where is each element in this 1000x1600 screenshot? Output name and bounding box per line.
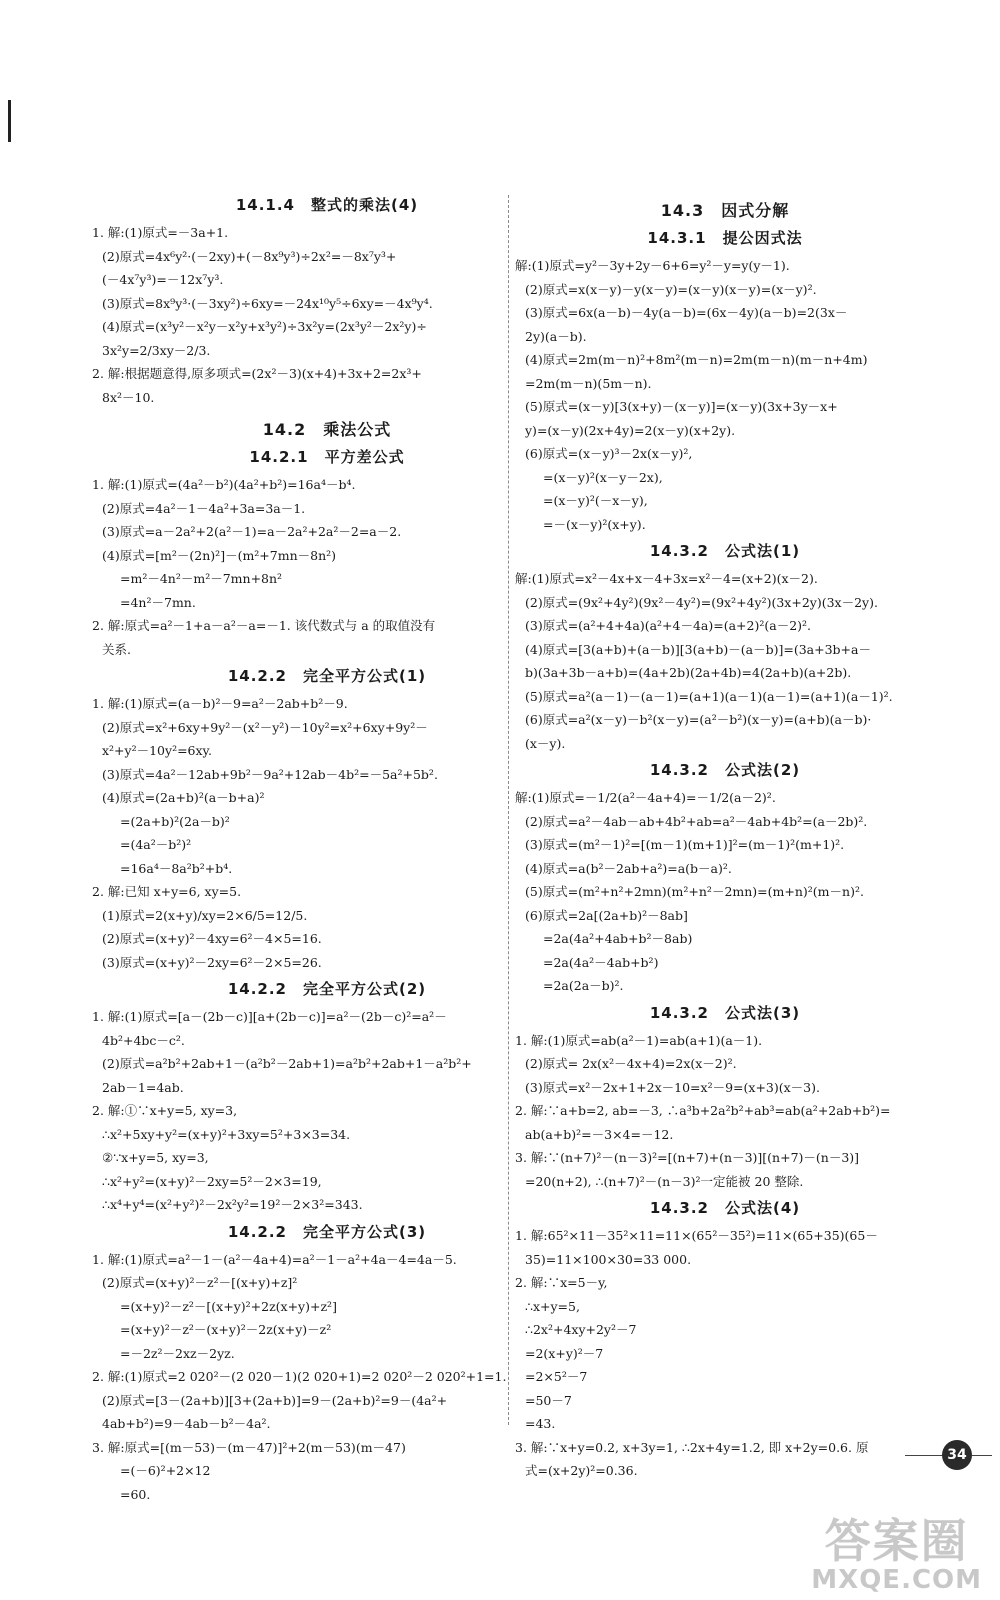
answer-line: =2a(4a²－4ab+b²)	[543, 954, 659, 970]
answer-item: 解:(1)原式=y²－3y+2y－6+6=y²－y=y(y－1).	[515, 258, 790, 273]
answer-line: ∴x²+y²=(x+y)²－2xy=5²－2×3=19,	[102, 1173, 322, 1189]
answer-line: =50－7	[525, 1392, 572, 1408]
answer-line: ②∵x+y=5, xy=3,	[102, 1150, 209, 1165]
watermark-url: MXQE.COM	[811, 1565, 982, 1595]
section-heading: 14.2 乘法公式	[262, 420, 392, 439]
column-divider	[508, 195, 509, 1425]
answer-line: (6)原式=(x－y)³－2x(x－y)²,	[525, 446, 693, 461]
answer-line: (4)原式=a(b²－2ab+a²)=a(b－a)².	[525, 860, 732, 876]
answer-line: 关系.	[102, 641, 131, 657]
answer-line: (2)原式=4x⁶y²·(－2xy)+(－8x⁹y³)÷2x²=－8x⁷y³+	[102, 248, 397, 264]
answer-item: 2. 解:(1)原式=2 020²－(2 020－1)(2 020+1)=2 020²－2 020²+1=1.	[92, 1369, 507, 1384]
section-heading: 14.2.2 完全平方公式(3)	[227, 1222, 427, 1241]
answer-line: (4)原式=2m(m－n)²+8m²(m－n)=2m(m－n)(m－n+4m)	[525, 352, 868, 367]
right-column	[515, 190, 935, 1483]
answer-line: =m²－4n²－m²－7mn+8n²	[120, 571, 283, 586]
answer-line: 4b²+4bc－c².	[102, 1032, 185, 1048]
answer-line: 2ab－1=4ab.	[102, 1079, 184, 1095]
answer-line: =60.	[120, 1486, 151, 1502]
section-heading: 14.3.2 公式法(1)	[649, 542, 801, 560]
answer-line: (2)原式= 2x(x²－4x+4)=2x(x－2)².	[525, 1056, 737, 1071]
answer-line: ∴x+y=5,	[525, 1298, 580, 1314]
section-heading: 14.3.2 公式法(3)	[649, 1003, 801, 1022]
watermark-logo-text: 答案圈	[824, 1514, 969, 1568]
answer-line: b)(3a+3b－a+b)=(4a+2b)(2a+4b)=4(2a+b)(a+2b).	[525, 665, 852, 680]
answer-line: 35)=11×100×30=33 000.	[525, 1251, 692, 1267]
answer-line: (3)原式=(a²+4+4a)(a²+4－4a)=(a+2)²(a－2)².	[525, 618, 812, 633]
answer-line: (3)原式=(m²－1)²=[(m－1)(m+1)]²=(m－1)²(m+1)².	[525, 837, 845, 852]
answer-line: =2×5²－7	[525, 1369, 588, 1384]
answer-line: =20(n+2), ∴(n+7)²－(n－3)²一定能被 20 整除.	[525, 1173, 804, 1189]
answer-line: x²+y²－10y²=6xy.	[102, 743, 212, 758]
answer-item: 1. 解:(1)原式=(4a²－b²)(4a²+b²)=16a⁴－b⁴.	[92, 477, 356, 492]
answer-line: (4)原式=(x³y²－x²y－x²y+x³y²)÷3x²y=(2x³y²－2x²y)÷	[102, 319, 427, 334]
answer-line: =43.	[525, 1416, 556, 1431]
section-heading: 14.2.2 完全平方公式(2)	[227, 980, 427, 998]
answer-line: (3)原式=4a²－12ab+9b²－9a²+12ab－4b²=－5a²+5b².	[102, 766, 438, 782]
answer-line: (3)原式=(x+y)²－2xy=6²－2×5=26.	[102, 954, 322, 970]
section-heading: 14.2.2 完全平方公式(1)	[227, 667, 427, 685]
page-number-line-right	[972, 1455, 992, 1456]
answer-item: 1. 解:(1)原式=a²－1－(a²－4a+4)=a²－1－a²+4a－4=4a－5.	[92, 1251, 457, 1267]
answer-line: 8x²－10.	[102, 389, 155, 405]
answer-line: =(x－y)²(x－y－2x),	[543, 469, 663, 485]
answer-line: (2)原式=(x+y)²－z²－[(x+y)+z]²	[102, 1275, 298, 1290]
answer-item: 1. 解:(1)原式=－3a+1.	[92, 225, 229, 240]
answer-line: =16a⁴－8a²b²+b⁴.	[120, 860, 233, 876]
answer-line: (2)原式=x²+6xy+9y²－(x²－y²)－10y²=x²+6xy+9y²－	[102, 719, 428, 735]
answer-line: (3)原式=a－2a²+2(a²－1)=a－2a²+2a²－2=a－2.	[102, 524, 402, 539]
answer-item: 2. 解:∵a+b=2, ab=－3, ∴a³b+2a²b²+ab³=ab(a²+2ab+b²)=	[515, 1103, 891, 1118]
answer-line: (6)原式=2a[(2a+b)²－8ab]	[525, 907, 688, 923]
answer-line: 式=(x+2y)²=0.36.	[525, 1463, 638, 1478]
answer-line: =2m(m－n)(5m－n).	[525, 375, 652, 391]
answer-item: 1. 解:(1)原式=(a－b)²－9=a²－2ab+b²－9.	[92, 696, 348, 711]
answer-item: 1. 解:65²×11－35²×11=11×(65²－35²)=11×(65+35)(65－	[515, 1228, 878, 1243]
answer-line: 4ab+b²)=9－4ab－b²－4a².	[102, 1416, 271, 1431]
section-heading: 14.3.1 提公因式法	[647, 229, 803, 247]
answer-line: (4)原式=(2a+b)²(a－b+a)²	[102, 790, 265, 805]
answer-line: (2)原式=a²b²+2ab+1－(a²b²－2ab+1)=a²b²+2ab+1－a²b²+	[102, 1056, 472, 1071]
answer-line: =(x－y)²(－x－y),	[543, 493, 648, 508]
answer-line: =2(x+y)²－7	[525, 1345, 604, 1361]
answer-item: 1. 解:(1)原式=[a－(2b－c)][a+(2b－c)]=a²－(2b－c)²=a²－	[92, 1009, 447, 1024]
answer-line: 2y)(a－b).	[525, 328, 587, 344]
answer-line: =(－6)²+2×12	[120, 1463, 211, 1478]
answer-item: 1. 解:(1)原式=ab(a²－1)=ab(a+1)(a－1).	[515, 1032, 763, 1048]
answer-line: (3)原式=x²－2x+1+2x－10=x²－9=(x+3)(x－3).	[525, 1079, 820, 1095]
answer-line: =4n²－7mn.	[120, 594, 196, 610]
answer-item: 2. 解:根据题意得,原多项式=(2x²－3)(x+4)+3x+2=2x³+	[92, 366, 422, 381]
answer-item: 3. 解:原式=[(m－53)－(m－47)]²+2(m－53)(m－47)	[92, 1439, 406, 1455]
answer-line: =－(x－y)²(x+y).	[543, 516, 646, 532]
answer-line: (2)原式=(x+y)²－4xy=6²－4×5=16.	[102, 931, 322, 946]
answer-line: =(2a+b)²(2a－b)²	[120, 813, 230, 829]
watermark	[811, 1505, 982, 1595]
answer-line: (5)原式=a²(a－1)－(a－1)=(a+1)(a－1)(a－1)=(a+1)(a－1)².	[525, 688, 893, 704]
section-heading: 14.3.2 公式法(2)	[649, 761, 801, 779]
answer-item: 2. 解:①∵x+y=5, xy=3,	[92, 1103, 238, 1118]
answer-line: ∴x⁴+y⁴=(x²+y²)²－2x²y²=19²－2×3²=343.	[102, 1197, 363, 1212]
section-heading: 14.2.1 平方差公式	[249, 448, 405, 466]
answer-line: (2)原式=a²－4ab－ab+4b²+ab=a²－4ab+4b²=(a－2b)².	[525, 813, 868, 829]
answer-line: (4)原式=[3(a+b)+(a－b)][3(a+b)－(a－b)]=(3a+3b+a－	[525, 641, 871, 657]
margin-marker	[8, 100, 11, 142]
answer-item: 2. 解:原式=a²－1+a－a²－a=－1. 该代数式与 a 的取值没有	[92, 618, 436, 633]
answer-line: (5)原式=(x－y)[3(x+y)－(x－y)]=(x－y)(3x+3y－x+	[525, 399, 838, 414]
answer-item: 解:(1)原式=x²－4x+x－4+3x=x²－4=(x+2)(x－2).	[515, 571, 818, 586]
answer-line: (2)原式=x(x－y)－y(x－y)=(x－y)(x－y)=(x－y)².	[525, 281, 817, 297]
answer-line: (2)原式=[3－(2a+b)][3+(2a+b)]=9－(2a+b)²=9－(4a²+	[102, 1392, 448, 1408]
answer-item: 2. 解:已知 x+y=6, xy=5.	[92, 884, 242, 899]
answer-line: ∴x²+5xy+y²=(x+y)²+3xy=5²+3×3=34.	[102, 1126, 351, 1142]
section-heading: 14.3.2 公式法(4)	[649, 1199, 801, 1217]
answer-line: (6)原式=a²(x－y)－b²(x－y)=(a²－b²)(x－y)=(a+b)(a－b)·	[525, 712, 872, 727]
answer-item: 解:(1)原式=－1/2(a²－4a+4)=－1/2(a－2)².	[515, 790, 776, 805]
answer-line: (2)原式=4a²－1－4a²+3a=3a－1.	[102, 500, 306, 516]
section-heading: 14.3 因式分解	[660, 201, 790, 220]
left-column	[92, 190, 562, 1506]
page-number-line-left	[905, 1455, 943, 1456]
answer-line: =(4a²－b²)²	[120, 837, 192, 852]
answer-item: 2. 解:∵x=5－y,	[515, 1275, 608, 1290]
page-number: 34	[942, 1440, 972, 1470]
answer-line: =2a(2a－b)².	[543, 978, 624, 993]
answer-line: =(x+y)²－z²－(x+y)²－2z(x+y)－z²	[120, 1322, 332, 1337]
answer-item: 3. 解:∵x+y=0.2, x+3y=1, ∴2x+4y=1.2, 即 x+2y=0.6. 原	[515, 1439, 869, 1455]
answer-item: 3. 解:∵(n+7)²－(n－3)²=[(n+7)+(n－3)][(n+7)－(n－3)]	[515, 1150, 860, 1165]
answer-line: (3)原式=6x(a－b)－4y(a－b)=(6x－4y)(a－b)=2(3x－	[525, 305, 848, 320]
answer-line: (3)原式=8x⁹y³·(－3xy²)÷6xy=－24x¹⁰y⁵÷6xy=－4x⁹y⁴.	[102, 295, 433, 311]
answer-line: y)=(x－y)(2x+4y)=2(x－y)(x+2y).	[525, 422, 736, 438]
answer-line: 3x²y=2/3xy－2/3.	[102, 342, 211, 358]
answer-line: (4)原式=[m²－(2n)²]－(m²+7mn－8n²)	[102, 547, 337, 563]
answer-line: (5)原式=(m²+n²+2mn)(m²+n²－2mn)=(m+n)²(m－n)².	[525, 884, 864, 899]
answer-line: (x－y).	[525, 735, 566, 751]
section-heading: 14.1.4 整式的乘法(4)	[235, 196, 419, 214]
answer-line: (2)原式=(9x²+4y²)(9x²－4y²)=(9x²+4y²)(3x+2y)(3x－2y).	[525, 594, 878, 610]
answer-line: =－2z²－2xz－2yz.	[120, 1345, 235, 1361]
answer-line: ∴2x²+4xy+2y²－7	[525, 1322, 637, 1337]
answer-line: (1)原式=2(x+y)/xy=2×6/5=12/5.	[102, 907, 308, 923]
answer-line: =2a(4a²+4ab+b²－8ab)	[543, 931, 693, 946]
answer-line: ab(a+b)²=－3×4=－12.	[525, 1126, 674, 1142]
answer-line: =(x+y)²－z²－[(x+y)²+2z(x+y)+z²]	[120, 1298, 337, 1314]
answer-line: (－4x⁷y³)=－12x⁷y³.	[102, 272, 224, 287]
